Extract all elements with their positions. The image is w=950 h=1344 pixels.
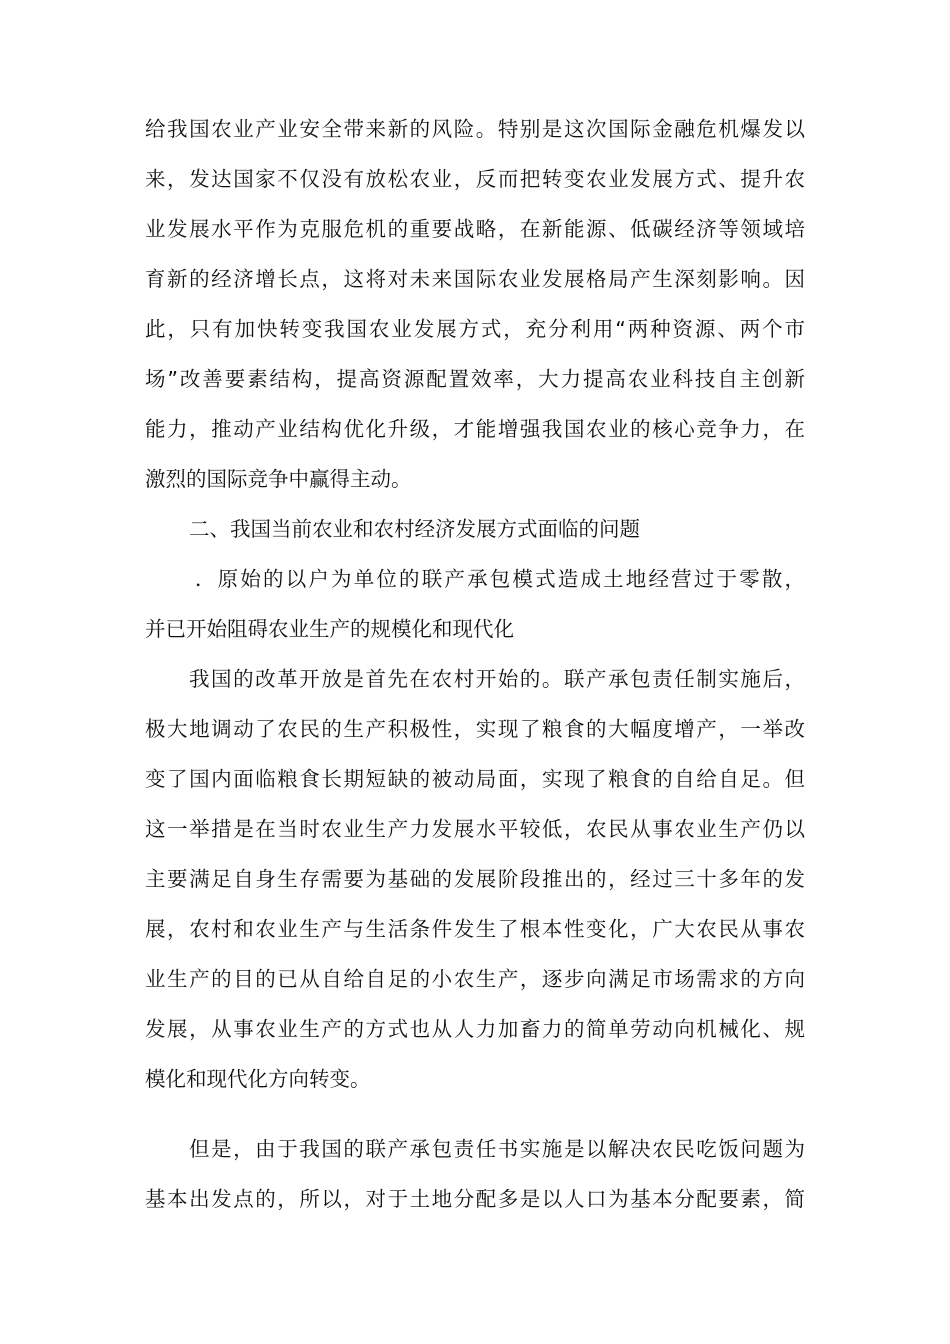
paragraph-line: 这一举措是在当时农业生产力发展水平较低，农民从事农业生产仍以 [145, 817, 805, 841]
subsection-heading-line: 并已开始阻碍农业生产的规模化和现代化 [145, 617, 514, 641]
paragraph-line: 激烈的国际竞争中赢得主动。 [145, 467, 412, 491]
paragraph-line: 模化和现代化方向转变。 [145, 1067, 371, 1091]
paragraph-line: 能力，推动产业结构优化升级，才能增强我国农业的核心竞争力，在 [145, 417, 805, 441]
paragraph-line: 主要满足自身生存需要为基础的发展阶段推出的，经过三十多年的发 [145, 867, 805, 891]
paragraph-line: 来，发达国家不仅没有放松农业，反而把转变农业发展方式、提升农 [145, 167, 805, 191]
paragraph-line: 极大地调动了农民的生产积极性，实现了粮食的大幅度增产，一举改 [145, 717, 805, 741]
paragraph-line: 此，只有加快转变我国农业发展方式，充分利用“两种资源、两个市 [145, 317, 805, 341]
paragraph-line: 发展，从事农业生产的方式也从人力加畜力的简单劳动向机械化、规 [145, 1017, 805, 1041]
paragraph-line: 给我国农业产业安全带来新的风险。特别是这次国际金融危机爆发以 [145, 117, 805, 141]
paragraph-line: 展，农村和农业生产与生活条件发生了根本性变化，广大农民从事农 [145, 917, 805, 941]
paragraph-line: 但是，由于我国的联产承包责任书实施是以解决农民吃饭问题为 [189, 1137, 805, 1161]
paragraph-line: 业生产的目的已从自给自足的小农生产，逐步向满足市场需求的方向 [145, 967, 805, 991]
paragraph-line: 基本出发点的，所以，对于土地分配多是以人口为基本分配要素，简 [145, 1187, 805, 1211]
paragraph-line: 变了国内面临粮食长期短缺的被动局面，实现了粮食的自给自足。但 [145, 767, 805, 791]
subsection-heading-line: ．原始的以户为单位的联产承包模式造成土地经营过于零散， [195, 567, 805, 591]
paragraph-line: 业发展水平作为克服危机的重要战略，在新能源、低碳经济等领域培 [145, 217, 805, 241]
paragraph-line: 育新的经济增长点，这将对未来国际农业发展格局产生深刻影响。因 [145, 267, 805, 291]
paragraph-line: 我国的改革开放是首先在农村开始的。联产承包责任制实施后， [189, 667, 805, 691]
paragraph-line: 场”改善要素结构，提高资源配置效率，大力提高农业科技自主创新 [145, 367, 805, 391]
section-heading: 二、我国当前农业和农村经济发展方式面临的问题 [189, 517, 640, 541]
